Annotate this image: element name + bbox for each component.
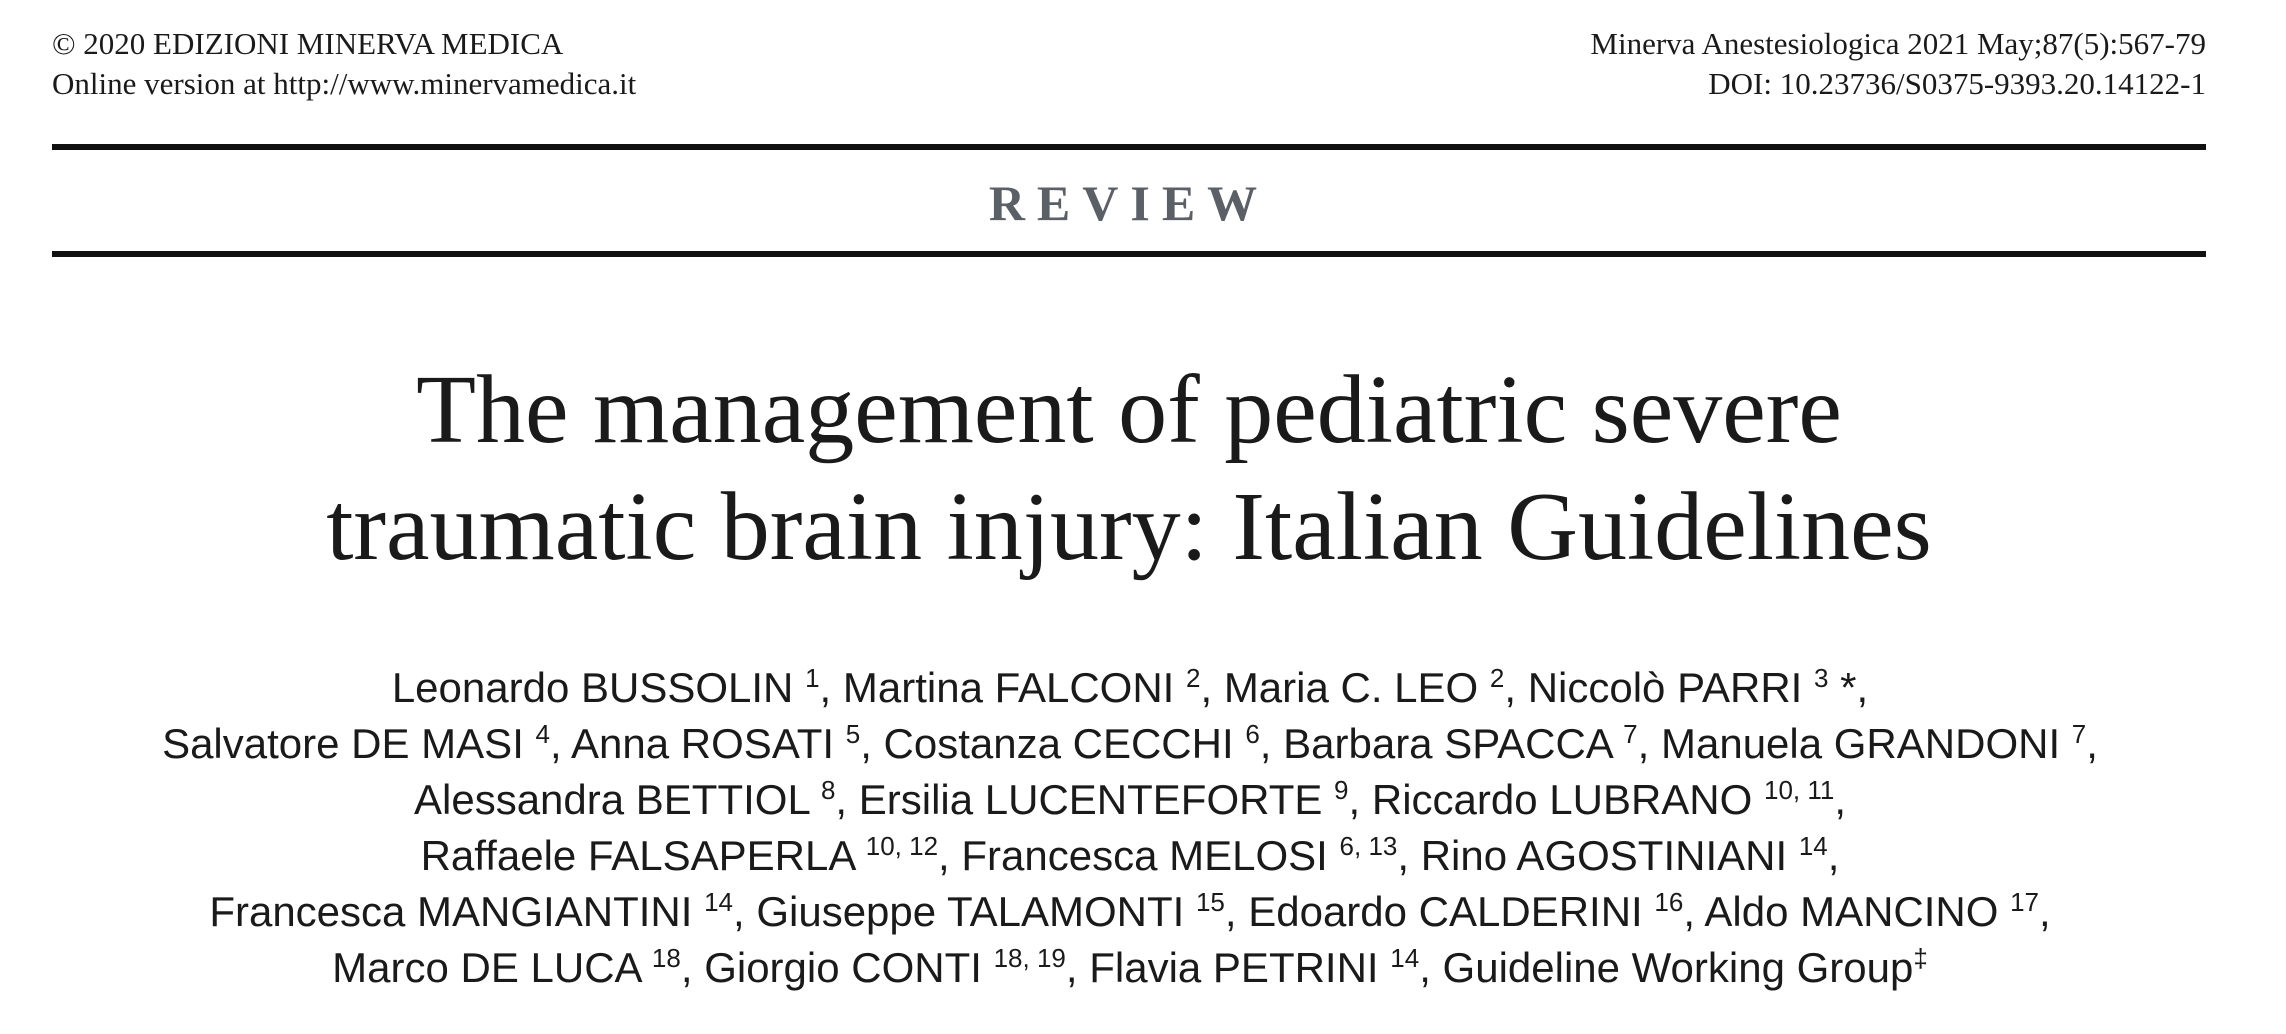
affiliation-marker: 17 <box>2010 887 2040 917</box>
author-name: Rino AGOSTINIANI <box>1420 832 1788 879</box>
author-separator: , <box>680 944 705 991</box>
author-list <box>40 660 2220 996</box>
author-name: Alessandra BETTIOL <box>413 776 810 823</box>
author-line <box>40 884 2220 940</box>
title-line-2: traumatic brain injury: Italian Guidelines <box>326 473 1932 581</box>
author-name: Aldo MANCINO <box>1704 888 1999 935</box>
author-separator: , <box>733 888 757 935</box>
affiliation-marker: 14 <box>1798 831 1828 861</box>
author-separator: , <box>1504 664 1528 711</box>
author-separator: , <box>1683 888 1705 935</box>
author-name: Maria C. LEO <box>1223 664 1479 711</box>
author-separator: , <box>835 776 859 823</box>
author-name: Giuseppe TALAMONTI <box>756 888 1185 935</box>
author-name: Martina FALCONI <box>842 664 1175 711</box>
author-separator: , <box>2086 720 2098 767</box>
doi: DOI: 10.23736/S0375-9393.20.14122-1 <box>1708 66 2206 101</box>
affiliation-marker: 14 <box>704 887 733 917</box>
article-title <box>0 352 2258 586</box>
citation-info <box>1590 24 2206 104</box>
affiliation-marker: 10, 11 <box>1763 775 1835 805</box>
affiliation-marker: 15 <box>1195 887 1225 917</box>
affiliation-marker: 9 <box>1334 775 1349 805</box>
author-name: Manuela GRANDONI <box>1660 720 2061 767</box>
author-separator: , <box>550 720 572 767</box>
affiliation-marker: 5 <box>845 719 861 749</box>
author-separator: , <box>860 720 884 767</box>
author-line <box>40 772 2220 828</box>
author-separator: , <box>1259 720 1284 767</box>
author-separator: , <box>1827 832 1840 879</box>
affiliation-marker: 16 <box>1654 887 1684 917</box>
author-separator: , <box>1397 832 1421 879</box>
author-name: Edoardo CALDERINI <box>1248 888 1643 935</box>
author-line <box>40 940 2220 996</box>
author-separator: , <box>1637 720 1661 767</box>
author-line <box>40 716 2220 772</box>
journal-citation: Minerva Anestesiologica 2021 May;87(5):567-79 <box>1590 26 2206 61</box>
author-name: Riccardo LUBRANO <box>1371 776 1753 823</box>
author-name: Giorgio CONTI <box>704 944 982 991</box>
author-separator: , <box>819 664 843 711</box>
author-name: Barbara SPACCA <box>1283 720 1612 767</box>
author-separator: , <box>1348 776 1372 823</box>
affiliation-marker: 7 <box>1623 719 1638 749</box>
affiliation-marker: 1 <box>805 663 820 693</box>
affiliation-marker: 8 <box>820 775 836 805</box>
affiliation-marker: 6, 13 <box>1339 831 1398 861</box>
affiliation-marker: 3 <box>1814 663 1829 693</box>
section-label: REVIEW <box>988 175 1270 231</box>
top-rule <box>52 144 2206 150</box>
affiliation-marker: ‡ <box>1913 943 1928 973</box>
author-name: Marco DE LUCA <box>332 944 641 991</box>
author-name: Francesca MANGIANTINI <box>209 888 693 935</box>
author-name: Ersilia LUCENTEFORTE <box>858 776 1323 823</box>
online-version-note: Online version at http://www.minervamedica.it <box>52 66 637 101</box>
affiliation-marker: 6 <box>1245 719 1260 749</box>
author-name: Niccolò PARRI <box>1527 664 1803 711</box>
author-line <box>40 828 2220 884</box>
author-separator: , <box>1200 664 1224 711</box>
author-name: Flavia PETRINI <box>1089 944 1379 991</box>
author-name: Leonardo BUSSOLIN <box>391 664 794 711</box>
author-separator: , <box>2039 888 2051 935</box>
author-separator: , <box>1834 776 1847 823</box>
affiliation-marker: 18 <box>651 943 681 973</box>
affiliation-marker: 2 <box>1489 663 1505 693</box>
copyright-notice: © 2020 EDIZIONI MINERVA MEDICA <box>52 26 564 61</box>
title-line-1: The management of pediatric severe <box>416 356 1842 464</box>
author-separator: *, <box>1828 664 1869 711</box>
author-name: Costanza CECCHI <box>883 720 1234 767</box>
author-name: Salvatore DE MASI <box>162 720 524 767</box>
author-name: Raffaele FALSAPERLA <box>420 832 855 879</box>
affiliation-marker: 4 <box>535 719 551 749</box>
author-separator: , <box>1419 944 1443 991</box>
affiliation-marker: 2 <box>1186 663 1201 693</box>
author-separator: , <box>1065 944 1090 991</box>
affiliation-marker: 10, 12 <box>865 831 939 861</box>
author-name: Francesca MELOSI <box>961 832 1328 879</box>
publisher-info <box>52 24 636 104</box>
author-separator: , <box>1224 888 1249 935</box>
author-separator: , <box>938 832 962 879</box>
affiliation-marker: 7 <box>2071 719 2087 749</box>
bottom-rule <box>52 251 2206 257</box>
affiliation-marker: 14 <box>1390 943 1420 973</box>
author-name: Anna ROSATI <box>571 720 835 767</box>
author-line <box>40 660 2220 716</box>
affiliation-marker: 18, 19 <box>993 943 1066 973</box>
author-name: Guideline Working Group <box>1442 944 1914 991</box>
